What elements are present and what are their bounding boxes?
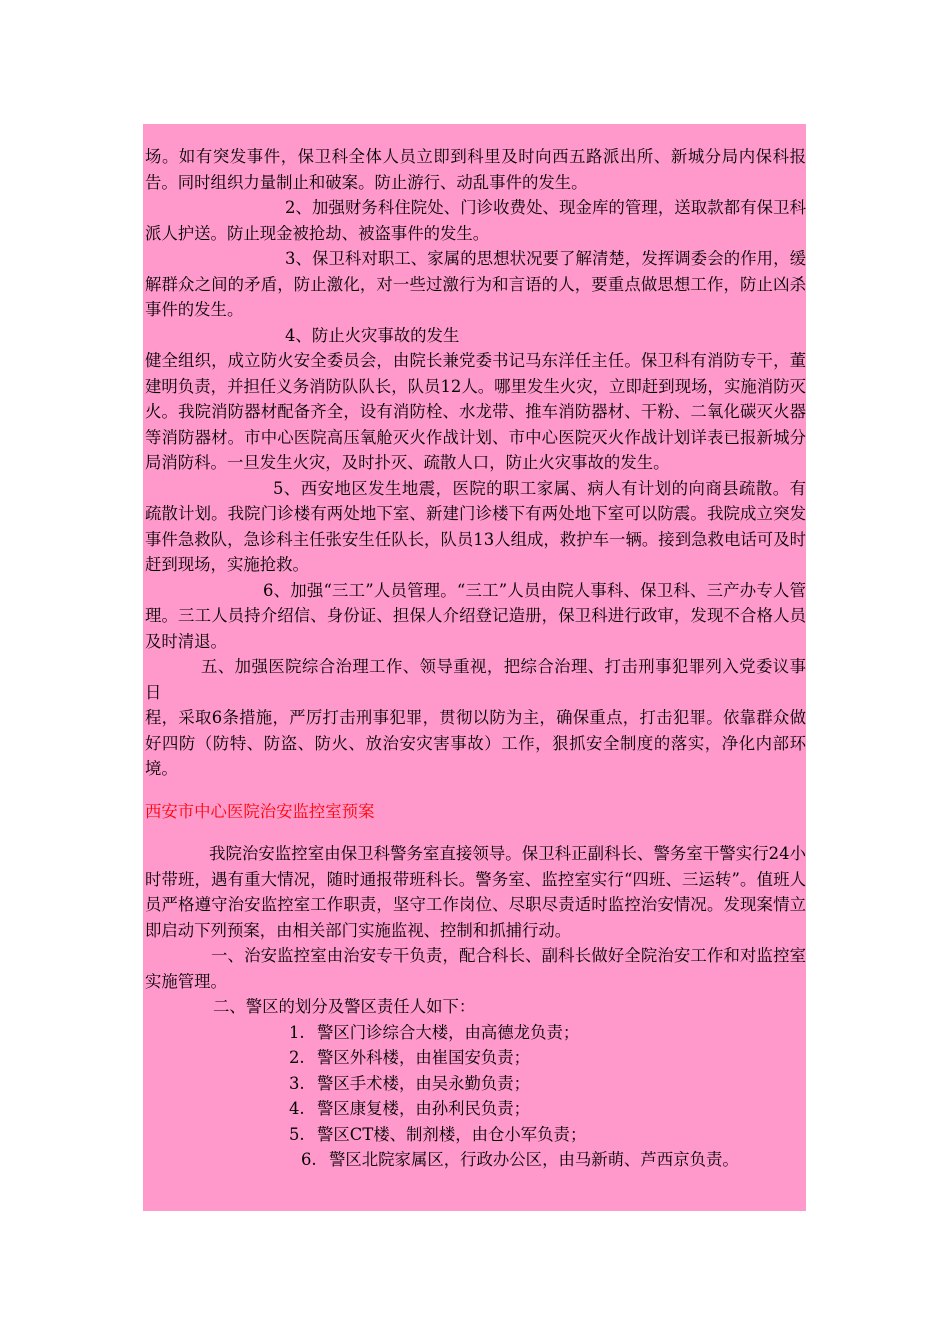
paragraph-2: 2、加强财务科住院处、门诊收费处、现金库的管理，送取款都有保卫科派人护送。防止现金被抢劫、被盗事件的发生。 xyxy=(145,198,806,243)
paragraph-1: 场。如有突发事件，保卫科全体人员立即到科里及时向西五路派出所、新城分局内保科报告。同时组织力量制止和破案。防止游行、动乱事件的发生。 xyxy=(145,147,806,192)
list-item xyxy=(145,1045,806,1071)
paragraph-3: 3、保卫科对职工、家属的思想状况要了解清楚，发挥调委会的作用，缓解群众之间的矛盾，防止激化，对一些过激行为和言语的人，要重点做思想工作，防止凶杀事件的发生。 xyxy=(145,249,806,319)
monitoring-paragraph-3: 二、警区的划分及警区责任人如下： xyxy=(213,997,476,1016)
list-item-number: 2. xyxy=(289,1048,305,1067)
spacer xyxy=(145,824,806,841)
paragraph-9: 程，采取6条措施，严厉打击刑事犯罪，贯彻以防为主，确保重点，打击犯罪。依靠群众做好四防（防特、防盗、防火、放治安灾害事故）工作，狠抓安全制度的落实，净化内部环境。 xyxy=(145,708,806,778)
section-title: 西安市中心医院治安监控室预案 xyxy=(145,801,375,821)
list-item xyxy=(145,1096,806,1122)
list-item-text: 警区CT楼、制剂楼，由仓小军负责； xyxy=(317,1124,587,1144)
list-item-text: 警区外科楼，由崔国安负责； xyxy=(317,1048,531,1067)
paragraph-8: 五、加强医院综合治理工作、领导重视，把综合治理、打击刑事犯罪列入党委议事日 xyxy=(145,657,806,702)
spacer xyxy=(145,782,806,799)
list-item xyxy=(145,1122,806,1148)
list-item xyxy=(145,1020,806,1046)
list-item-text: 警区北院家属区，行政办公区，由马新萌、芦西京负责。 xyxy=(329,1150,739,1169)
list-item-number: 1. xyxy=(289,1022,305,1042)
list-item-number: 3. xyxy=(289,1073,305,1093)
list-item-text: 警区康复楼，由孙利民负责； xyxy=(317,1099,531,1118)
list-item xyxy=(145,1147,806,1173)
paragraph-6: 5、西安地区发生地震，医院的职工家属、病人有计划的向商县疏散。有疏散计划。我院门诊楼有两处地下室、新建门诊楼下有两处地下室可以防震。我院成立突发事件急救队，急诊科主任张安生任队长，队员13人组成，救护车一辆。接到急救电话可及时赶到现场，实施抢救。 xyxy=(145,478,806,574)
list-item-text: 警区门诊综合大楼，由高德龙负责； xyxy=(317,1022,580,1042)
list-item-number: 6. xyxy=(301,1150,317,1169)
paragraph-4-heading: 4、防止火灾事故的发生 xyxy=(285,325,460,345)
list-item-text: 警区手术楼，由吴永勤负责； xyxy=(317,1073,531,1093)
monitoring-paragraph-1: 我院治安监控室由保卫科警务室直接领导。保卫科正副科长、警务室干警实行24小时带班，遇有重大情况，随时通报带班科长。警务室、监控室实行“四班、三运转”。值班人员严格遵守治安监控室工作职责，坚守工作岗位、尽职尽责适时监控治安情况。发现案情立即启动下列预案，由相关部门实施监视、控制和抓捕行动。 xyxy=(145,844,806,940)
list-item xyxy=(145,1071,806,1097)
paragraph-5: 健全组织，成立防火安全委员会，由院长兼党委书记马东洋任主任。保卫科有消防专干，董建明负责，并担任义务消防队队长，队员12人。哪里发生火灾，立即赶到现场，实施消防灭火。我院消防器材配备齐全，设有消防栓、水龙带、推车消防器材、干粉、二氧化碳灭火器等消防器材。市中心医院高压氧舱灭火作战计划、市中心医院灭火作战计划详表已报新城分局消防科。一旦发生火灾，及时扑灭、疏散人口，防止火灾事故的发生。 xyxy=(145,351,806,472)
zone-list xyxy=(145,1020,806,1173)
paragraph-7: 6、加强“三工”人员管理。“三工”人员由院人事科、保卫科、三产办专人管理。三工人员持介绍信、身份证、担保人介绍登记造册，保卫科进行政审，发现不合格人员及时清退。 xyxy=(145,580,806,651)
list-item-number: 5. xyxy=(289,1124,305,1144)
list-item-number: 4. xyxy=(289,1099,305,1118)
document-highlight-block xyxy=(143,124,806,1211)
monitoring-paragraph-2: 一、治安监控室由治安专干负责，配合科长、副科长做好全院治安工作和对监控室实施管理。 xyxy=(145,946,806,991)
